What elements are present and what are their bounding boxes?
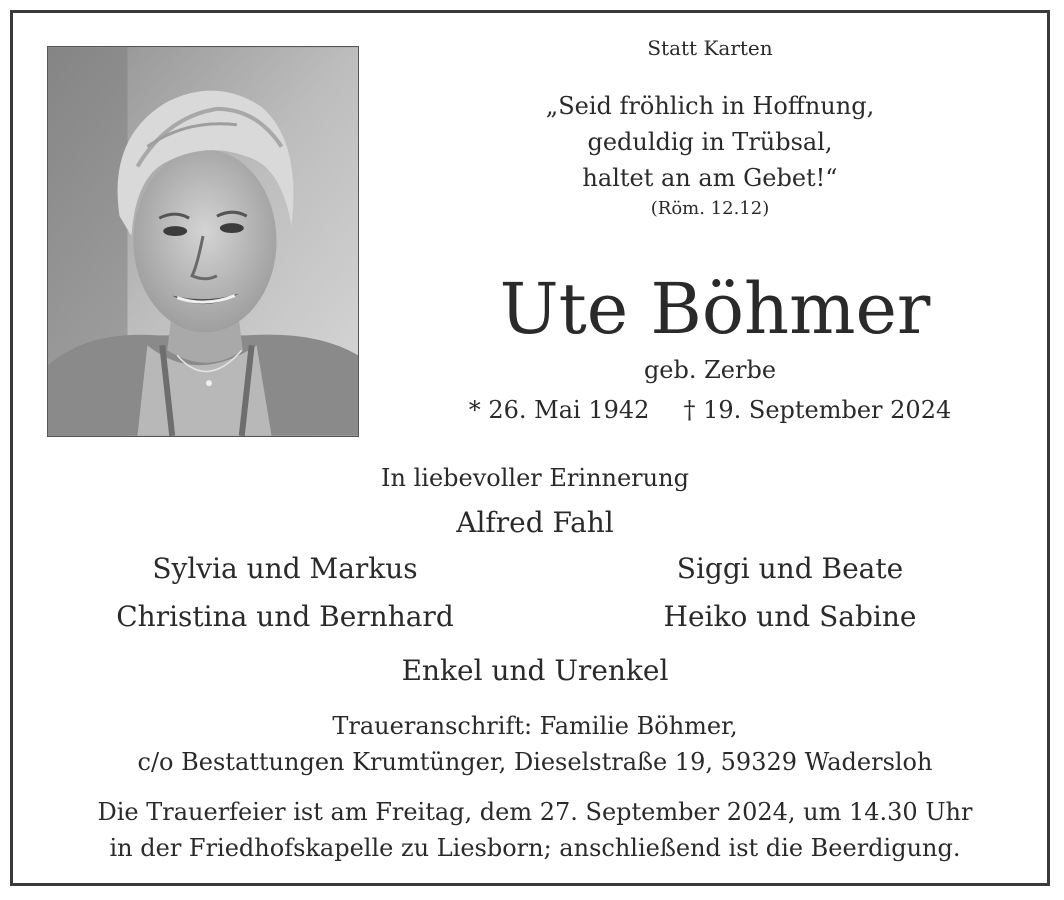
portrait-photo <box>47 46 359 437</box>
birth-name: geb. Zerbe <box>643 356 777 384</box>
ceremony-info <box>40 794 1030 866</box>
statt-karten-label: Statt Karten <box>647 36 773 60</box>
quote-reference: (Röm. 12.12) <box>650 198 770 219</box>
mourner-right-1: Siggi und Beate <box>676 552 904 585</box>
remembrance-intro: In liebevoller Erinnerung <box>381 464 689 492</box>
mourning-address <box>40 708 1030 780</box>
quote-line-3: haltet an am Gebet!“ <box>582 164 838 192</box>
death-date: † 19. September 2024 <box>683 396 952 424</box>
life-dates <box>450 396 970 424</box>
address-line-2: c/o Bestattungen Krumtünger, Dieselstraße 19, 59329 Wadersloh <box>137 748 933 776</box>
mourner-left-2: Christina und Bernhard <box>116 600 454 633</box>
birth-date: * 26. Mai 1942 <box>468 396 650 424</box>
ceremony-line-1: Die Trauerfeier ist am Freitag, dem 27. September 2024, um 14.30 Uhr <box>97 798 973 826</box>
mourner-right-2: Heiko und Sabine <box>663 600 917 633</box>
quote-line-2: geduldig in Trübsal, <box>587 128 833 156</box>
mourner-last: Enkel und Urenkel <box>401 654 669 687</box>
ceremony-line-2: in der Friedhofskapelle zu Liesborn; anschließend ist die Beerdigung. <box>109 834 961 862</box>
mourner-first: Alfred Fahl <box>456 506 614 539</box>
address-line-1: Traueranschrift: Familie Böhmer, <box>332 712 738 740</box>
quote-line-1: „Seid fröhlich in Hoffnung, <box>545 92 875 120</box>
mourner-left-1: Sylvia und Markus <box>152 552 418 585</box>
deceased-name: Ute Böhmer <box>499 268 931 350</box>
bible-quote <box>470 88 950 196</box>
